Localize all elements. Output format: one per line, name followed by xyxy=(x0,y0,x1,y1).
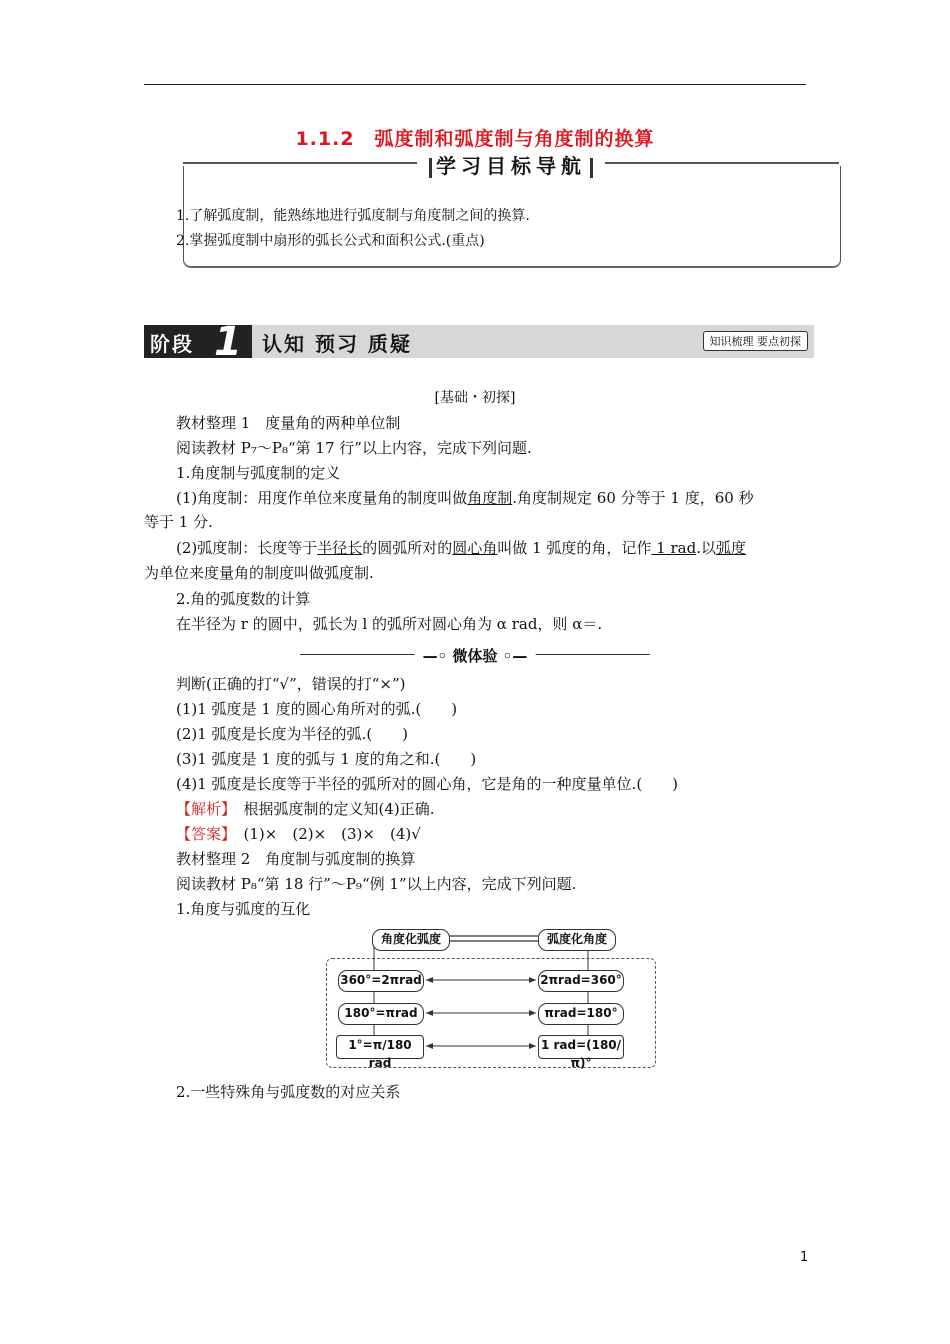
judge-instruction: 判断(正确的打“√”，错误的打“×”) xyxy=(176,675,406,693)
answer-line: 【答案】 (1)× (2)× (3)× (4)√ xyxy=(176,825,421,843)
paragraph-radian-system: (2)弧度制：长度等于半径长的圆弧所对的圆心角叫做 1 弧度的角，记作 1 rad.以弧度 xyxy=(176,539,746,557)
page-number: 1 xyxy=(800,1250,809,1265)
diagram-left-1: 360°=2πrad xyxy=(338,970,424,992)
goals-heading-text: 学习目标导航 xyxy=(436,154,586,178)
stage-banner xyxy=(144,319,814,365)
question-1: (1)1 弧度是 1 度的圆心角所对的弧.( ) xyxy=(176,700,458,718)
stage-label: 阶段 xyxy=(150,332,194,356)
analysis-line: 【解析】 根据弧度制的定义知(4)正确. xyxy=(176,800,435,818)
subheading-1: 1.角度制与弧度制的定义 xyxy=(176,464,341,482)
subheading-4: 2.一些特殊角与弧度数的对应关系 xyxy=(176,1083,401,1101)
micro-experience-label: —◦ 微体验 ◦— xyxy=(415,645,536,666)
goal-item: 2.掌握弧度制中扇形的弧长公式和面积公式.(重点) xyxy=(176,233,485,249)
paragraph-radian-calc: 在半径为 r 的圆中，弧长为 l 的弧所对圆心角为 α rad，则 α＝. xyxy=(176,615,603,633)
diagram-left-head: 角度化弧度 xyxy=(372,929,450,951)
material-heading-2: 教材整理 2 角度制与弧度制的换算 xyxy=(176,850,416,868)
diagram-right-3: 1 rad=(180/π)° xyxy=(538,1035,624,1059)
section-tag: [基础・初探] xyxy=(434,390,516,406)
read-instruction-2: 阅读教材 P₈“第 18 行”～P₉“例 1”以上内容，完成下列问题. xyxy=(176,875,577,893)
paragraph-angle-system: (1)角度制：用度作单位来度量角的制度叫做角度制.角度制规定 60 分等于 1 度，60 秒 xyxy=(176,489,754,507)
diagram-right-head: 弧度化角度 xyxy=(538,929,616,951)
diagram-right-2: πrad=180° xyxy=(538,1003,624,1025)
stage-text: 认知 预习 质疑 xyxy=(262,332,412,356)
subheading-2: 2.角的弧度数的计算 xyxy=(176,590,311,608)
subheading-3: 1.角度与弧度的互化 xyxy=(176,900,311,918)
stage-number-block xyxy=(144,319,252,365)
blank-answer: 1 rad xyxy=(651,539,697,557)
micro-experience-divider xyxy=(300,645,650,665)
diagram-right-1: 2πrad=360° xyxy=(538,970,624,992)
paragraph-radian-system-cont: 为单位来度量角的制度叫做弧度制. xyxy=(144,564,374,582)
blank-answer: 弧度 xyxy=(715,539,746,557)
question-4: (4)1 弧度是长度等于半径的弧所对的圆心角，它是角的一种度量单位.( ) xyxy=(176,775,679,793)
question-2: (2)1 弧度是长度为半径的弧.( ) xyxy=(176,725,409,743)
top-rule xyxy=(144,84,806,85)
material-heading-1: 教材整理 1 度量角的两种单位制 xyxy=(176,414,401,432)
stage-number: 1 xyxy=(214,319,242,365)
blank-answer: 角度制 xyxy=(467,489,513,507)
question-3: (3)1 弧度是 1 度的弧与 1 度的角之和.( ) xyxy=(176,750,477,768)
stage-tag: 知识梳理 要点初探 xyxy=(703,331,809,351)
blank-answer: 半径长 xyxy=(317,539,363,557)
page-title: 1.1.2 弧度制和弧度制与角度制的换算 xyxy=(295,128,655,150)
answer-label: 【答案】 xyxy=(176,825,229,843)
goal-item: 1.了解弧度制，能熟练地进行弧度制与角度制之间的换算. xyxy=(176,208,530,224)
diagram-left-2: 180°=πrad xyxy=(338,1003,424,1025)
read-instruction-1: 阅读教材 P₇～P₈“第 17 行”以上内容，完成下列问题. xyxy=(176,439,532,457)
diagram-left-3: 1°=π/180 rad xyxy=(336,1035,424,1059)
analysis-label: 【解析】 xyxy=(176,800,229,818)
blank-answer: 圆心角 xyxy=(452,539,498,557)
conversion-diagram xyxy=(326,925,656,1070)
paragraph-angle-system-cont: 等于 1 分. xyxy=(144,513,213,531)
